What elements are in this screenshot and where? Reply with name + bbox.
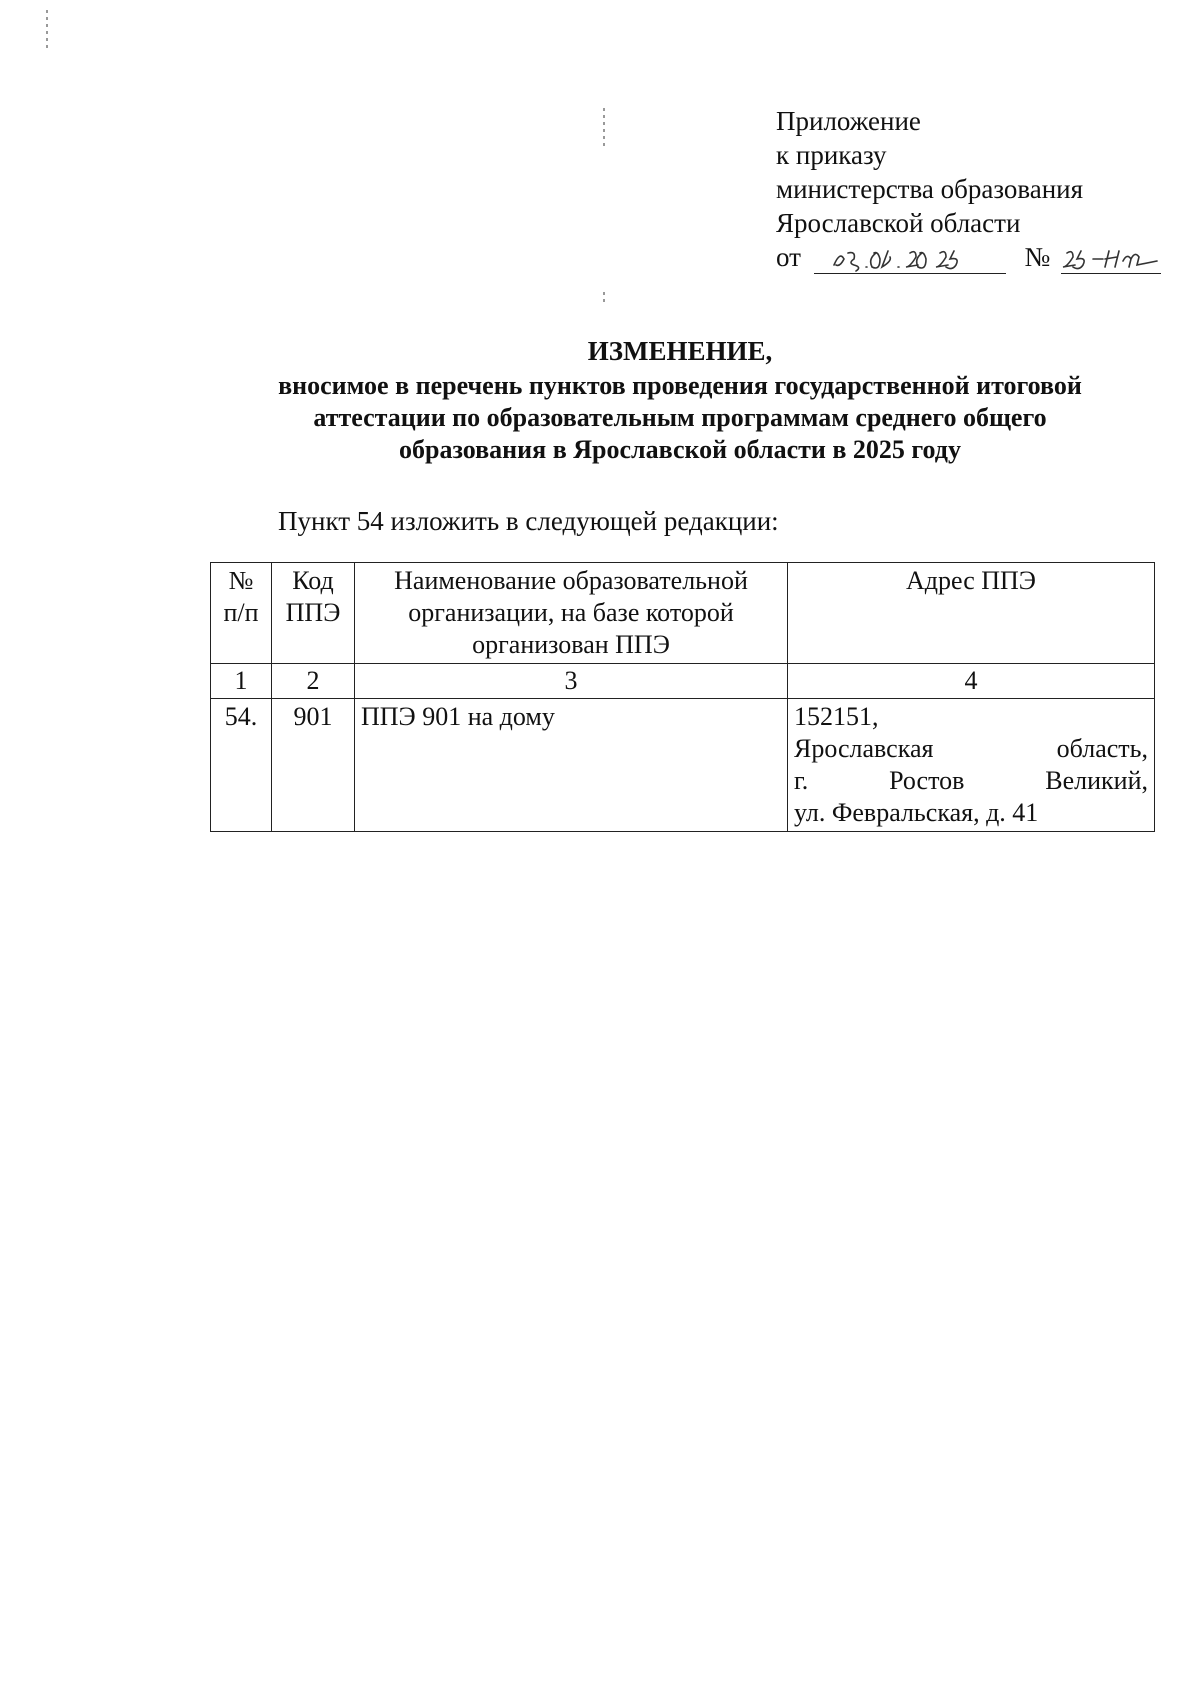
appendix-line: министерства образования: [776, 174, 1084, 204]
subtitle-line: вносимое в перечень пунктов проведения государственной итоговой: [278, 371, 1082, 400]
number-label: №: [1024, 242, 1051, 272]
row-name: ППЭ 901 на дому: [355, 699, 788, 832]
handwritten-number-signature: [1061, 243, 1161, 273]
document-title: ИЗМЕНЕНИЕ,: [587, 336, 773, 366]
subtitle-line: образования в Ярославской области в 2025 году: [399, 435, 961, 464]
scan-artifact: [603, 292, 605, 304]
address-line: г. Ростов Великий,: [794, 766, 1148, 795]
table-row: [211, 699, 1155, 832]
handwritten-number: [1061, 243, 1161, 274]
header-text: №: [228, 566, 254, 595]
header-name: [355, 563, 788, 664]
scan-artifact: [46, 10, 48, 52]
column-number: 1: [211, 664, 272, 699]
header-code: [272, 563, 355, 664]
appendix-line: к приказу: [776, 140, 887, 170]
appendix-line: Ярославской области: [776, 208, 1021, 238]
header-text: п/п: [223, 598, 259, 627]
document-subtitle: [150, 370, 1200, 466]
appendix-block: [776, 104, 1161, 274]
table-header-row: [211, 563, 1155, 664]
subtitle-line: аттестации по образовательным программам среднего общего: [313, 403, 1047, 432]
appendix-order-line: [776, 240, 1161, 274]
column-number: 4: [788, 664, 1155, 699]
handwritten-date-signature: [814, 243, 1006, 273]
header-address: [788, 563, 1155, 664]
handwritten-date: [814, 243, 1006, 274]
column-number: 2: [272, 664, 355, 699]
table-numbering-row: [211, 664, 1155, 699]
address-line: ул. Февральская, д. 41: [794, 798, 1039, 827]
from-label: от: [776, 242, 801, 272]
address-line: 152151,: [794, 702, 879, 731]
row-address: [788, 699, 1155, 832]
column-number: 3: [355, 664, 788, 699]
ppe-table: [210, 562, 1155, 832]
row-number: 54.: [211, 699, 272, 832]
header-text: Наименование образовательной: [394, 566, 748, 595]
header-text: организации, на базе которой: [408, 598, 734, 627]
header-text: организован ППЭ: [472, 630, 670, 659]
intro-text: Пункт 54 изложить в следующей редакции:: [278, 506, 779, 536]
appendix-line: Приложение: [776, 106, 921, 136]
address-line: Ярославская область,: [794, 734, 1148, 763]
header-text: Адрес ППЭ: [906, 566, 1036, 595]
header-number: [211, 563, 272, 664]
row-code: 901: [272, 699, 355, 832]
header-text: ППЭ: [285, 598, 341, 627]
scan-artifact: [603, 108, 605, 150]
header-text: Код: [292, 566, 334, 595]
